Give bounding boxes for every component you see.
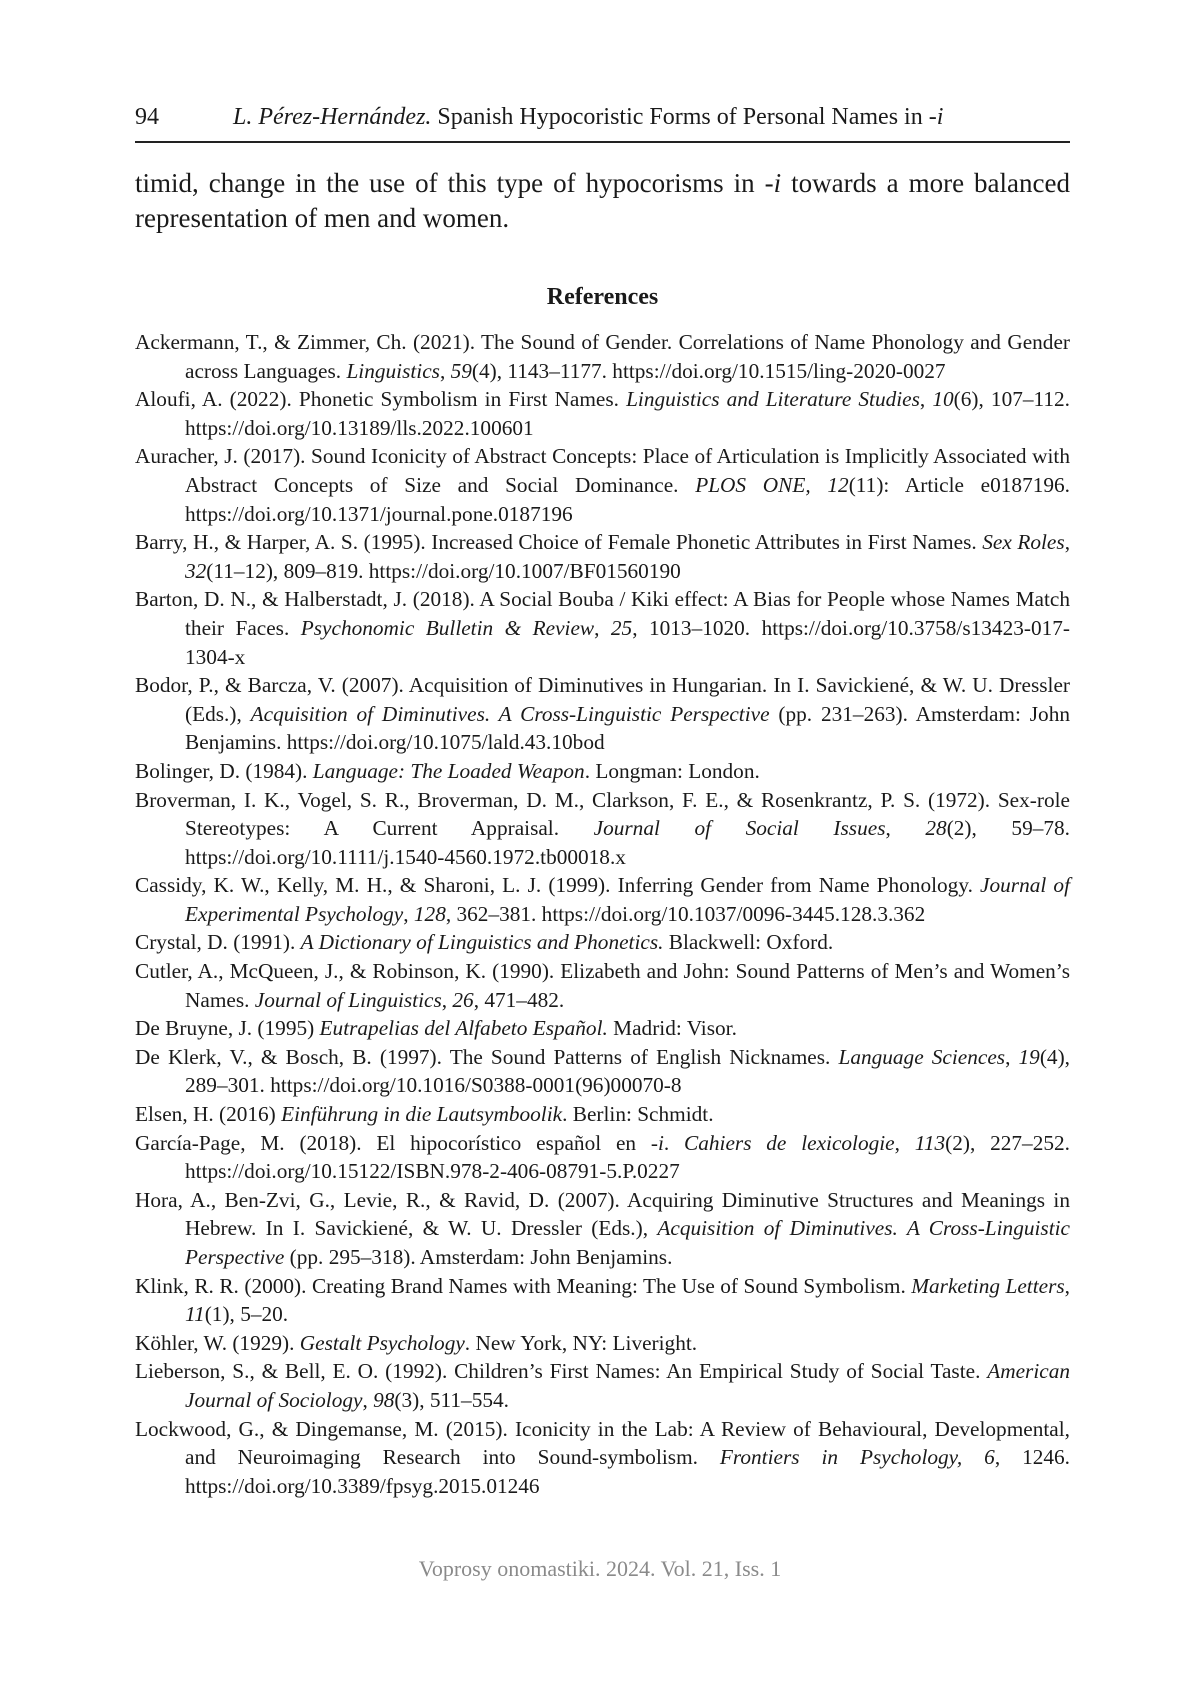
reference-text: (pp. 231–263). Amsterdam: John Benjamins. https://doi.org/10.1075/lald.43.10bod — [185, 701, 1070, 755]
reference-entry — [135, 757, 1070, 786]
reference-entry — [135, 385, 1070, 442]
reference-entry — [135, 1357, 1070, 1414]
reference-entry — [135, 1043, 1070, 1100]
reference-entry — [135, 1186, 1070, 1272]
reference-entry — [135, 1100, 1070, 1129]
reference-text: Barton, D. N., & Halberstadt, J. (2018). A Social Bouba / Kiki effect: A Bias for People whose Names Match their Faces. — [135, 587, 1070, 640]
reference-text: García-Page, M. (2018). El hipocorístico español en — [135, 1130, 651, 1155]
reference-text: Auracher, J. (2017). Sound Iconicity of Abstract Concepts: Place of Articulation is Implicitly Associated with Abstract Concepts of Size and Social Dominance. — [135, 444, 1070, 497]
reference-italic: -i — [650, 1130, 664, 1155]
reference-italic: Linguistics — [346, 358, 440, 383]
reference-italic: 32 — [185, 558, 207, 583]
reference-italic: Journal of Linguistics — [254, 987, 442, 1012]
reference-entry — [135, 928, 1070, 957]
reference-text: Broverman, I. K., Vogel, S. R., Broverman, D. M., Clarkson, F. E., & Rosenkrantz, P. S. (1972). Sex-role Stereotypes: A Current Appraisal. — [135, 787, 1070, 841]
reference-italic: Frontiers in Psychology, 6 — [719, 1445, 995, 1470]
reference-text: Elsen, H. (2016) — [135, 1102, 282, 1127]
reference-entry — [135, 585, 1070, 671]
reference-italic: Acquisition of Diminutives. A Cross-Linguistic Perspective — [250, 701, 770, 726]
reference-italic: American Journal of Sociology — [185, 1359, 1070, 1412]
references-heading: References — [546, 284, 659, 310]
reference-text: (2), 59–78. https://doi.org/10.1111/j.1540-4560.1972.tb00018.x — [185, 816, 1070, 869]
reference-text: , — [1064, 530, 1071, 555]
reference-italic: Gestalt Psychology — [299, 1330, 465, 1355]
reference-text: Madrid: Visor. — [607, 1016, 737, 1041]
reference-text: Cassidy, K. W., Kelly, M. H., & Sharoni, L. J. (1999). Inferring Gender from Name Phonology. — [135, 873, 981, 898]
reference-italic: PLOS ONE, 12 — [695, 472, 849, 497]
reference-text: . Longman: London. — [584, 758, 760, 783]
reference-text: Klink, R. R. (2000). Creating Brand Names with Meaning: The Use of Sound Symbolism. — [135, 1273, 912, 1298]
reference-text: Aloufi, A. (2022). Phonetic Symbolism in First Names. — [135, 387, 627, 412]
reference-text: Bodor, P., & Barcza, V. (2007). Acquisition of Diminutives in Hungarian. In I. Savickiené, & W. U. Dressler (Eds.), — [135, 673, 1070, 726]
reference-italic: 25 — [610, 615, 633, 640]
reference-entry — [135, 786, 1070, 872]
reference-italic: A Dictionary of Linguistics and Phonetics. — [300, 930, 664, 955]
reference-text: , — [885, 816, 926, 841]
reference-text: , 1246. https://doi.org/10.3389/fpsyg.2015.01246 — [185, 1445, 1070, 1498]
running-title-suffix: -i — [928, 104, 944, 130]
reference-italic: 19 — [1018, 1044, 1040, 1069]
reference-italic: Acquisition of Diminutives. A Cross-Linguistic Perspective — [185, 1216, 1070, 1269]
reference-entry — [135, 957, 1070, 1014]
reference-entry — [135, 871, 1070, 928]
reference-italic: Marketing Letters — [911, 1273, 1065, 1298]
reference-text: , 471–482. — [473, 987, 565, 1012]
reference-text: Cutler, A., McQueen, J., & Robinson, K. (1990). Elizabeth and John: Sound Patterns of Men’s and Women’s Names. — [135, 959, 1070, 1012]
reference-entry — [135, 1014, 1070, 1043]
reference-text: Barry, H., & Harper, A. S. (1995). Increased Choice of Female Phonetic Attributes in First Names. — [135, 530, 983, 555]
reference-italic: Linguistics and Literature Studies — [626, 387, 920, 412]
reference-italic: 11 — [185, 1302, 205, 1327]
reference-italic: 113 — [914, 1130, 946, 1155]
reference-text: , — [403, 901, 414, 926]
reference-entry — [135, 671, 1070, 757]
reference-text: Köhler, W. (1929). — [135, 1330, 300, 1355]
reference-italic: 28 — [925, 816, 947, 841]
reference-text: (6), 107–112. https://doi.org/10.13189/lls.2022.100601 — [185, 387, 1070, 440]
reference-italic: 26 — [452, 987, 474, 1012]
reference-text: (1), 5–20. — [204, 1302, 289, 1327]
reference-italic: 10 — [932, 387, 954, 412]
running-header — [135, 100, 1070, 143]
reference-italic: Psychonomic Bulletin & Review — [300, 615, 595, 640]
reference-text: (11): Article e0187196. https://doi.org/10.1371/journal.pone.0187196 — [185, 472, 1070, 526]
reference-entry — [135, 528, 1070, 585]
reference-entry — [135, 1415, 1070, 1501]
running-title — [233, 104, 943, 131]
reference-text: (4), 1143–1177. https://doi.org/10.1515/ling-2020-0027 — [471, 358, 946, 383]
reference-entry — [135, 1272, 1070, 1329]
reference-text: Bolinger, D. (1984). — [135, 758, 313, 783]
reference-text: , — [1005, 1044, 1019, 1069]
reference-italic: Journal of Social Issues — [593, 816, 886, 841]
reference-text: Crystal, D. (1991). — [135, 930, 301, 955]
reference-entry — [135, 328, 1070, 385]
page-number: 94 — [135, 104, 159, 130]
reference-entry — [135, 1129, 1070, 1186]
reference-text: Lieberson, S., & Bell, E. O. (1992). Children’s First Names: An Empirical Study of Social Taste. — [135, 1359, 988, 1384]
reference-text: De Klerk, V., & Bosch, B. (1997). The Sound Patterns of English Nicknames. — [135, 1044, 839, 1069]
reference-text: (3), 511–554. — [394, 1387, 509, 1412]
reference-text: Ackermann, T., & Zimmer, Ch. (2021). The Sound of Gender. Correlations of Name Phonology and Gender across Languages. — [135, 330, 1070, 383]
paragraph-text: timid, change in the use of this type of hypocorisms in — [135, 168, 765, 198]
reference-entry — [135, 442, 1070, 528]
reference-text: , — [439, 358, 451, 383]
running-title-text: Spanish Hypocoristic Forms of Personal Names in — [431, 104, 929, 130]
reference-text: Blackwell: Oxford. — [663, 930, 834, 955]
reference-text: De Bruyne, J. (1995) — [135, 1016, 320, 1041]
reference-text: (4), 289–301. https://doi.org/10.1016/S0388-0001(96)00070-8 — [185, 1044, 1070, 1098]
reference-text: Lockwood, G., & Dingemanse, M. (2015). Iconicity in the Lab: A Review of Behavioural, Developmental, and Neuroimaging Research into Sound-symbolism. — [135, 1416, 1070, 1470]
reference-italic: Journal of Experimental Psychology — [185, 873, 1070, 926]
reference-text: . New York, NY: Liveright. — [464, 1330, 698, 1355]
reference-text: , — [919, 387, 933, 412]
paragraph-text: towards a more balanced representation of men and women. — [135, 168, 1070, 233]
journal-footer: Voprosy onomastiki. 2024. Vol. 21, Iss. 1 — [418, 1556, 782, 1581]
reference-italic: Einführung in die Lautsymboolik — [281, 1102, 563, 1127]
reference-text: , — [594, 615, 611, 640]
reference-entry — [135, 1329, 1070, 1358]
reference-text: , 1013–1020. https://doi.org/10.3758/s13423-017-1304-x — [185, 615, 1071, 669]
reference-text: (pp. 295–318). Amsterdam: John Benjamins. — [284, 1245, 673, 1269]
paragraph-italic: -i — [764, 168, 782, 198]
reference-text: , — [441, 987, 453, 1012]
reference-italic: Language Sciences — [838, 1044, 1006, 1069]
reference-text: Hora, A., Ben-Zvi, G., Levie, R., & Ravid, D. (2007). Acquiring Diminutive Structures and Meanings in Hebrew. In I. Savickiené, & W. U. Dressler (Eds.), — [135, 1187, 1070, 1241]
reference-text: . — [663, 1130, 685, 1155]
reference-italic: 98 — [373, 1387, 395, 1412]
reference-text: (2), 227–252. https://doi.org/10.15122/ISBN.978-2-406-08791-5.P.0227 — [185, 1130, 1070, 1184]
reference-text: , 362–381. https://doi.org/10.1037/0096-3445.128.3.362 — [445, 901, 926, 926]
reference-italic: Cahiers de lexicologie — [684, 1130, 895, 1155]
reference-italic: 128 — [413, 901, 446, 926]
reference-text: , — [362, 1387, 374, 1412]
reference-italic: 59 — [450, 358, 472, 383]
reference-italic: Sex Roles — [982, 530, 1065, 555]
closing-paragraph — [135, 166, 1070, 236]
reference-italic: Language: The Loaded Weapon — [312, 758, 585, 783]
reference-italic: Eutrapelias del Alfabeto Español. — [319, 1016, 608, 1041]
running-author: L. Pérez-Hernández. — [233, 104, 432, 130]
reference-text: (11–12), 809–819. https://doi.org/10.1007/BF01560190 — [206, 558, 681, 583]
reference-text: , — [1064, 1273, 1070, 1298]
references-list — [135, 328, 1070, 1500]
reference-text: , — [894, 1130, 915, 1155]
reference-text: . Berlin: Schmidt. — [562, 1102, 714, 1127]
